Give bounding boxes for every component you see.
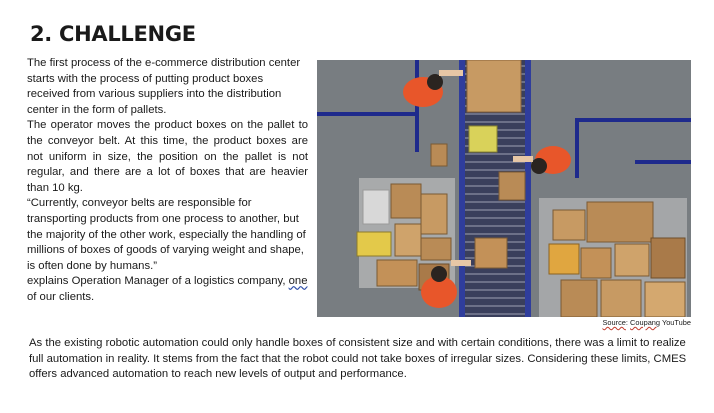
lane-marking — [575, 118, 691, 122]
attribution-underlined-word: one — [288, 275, 308, 288]
lane-marking — [635, 160, 691, 164]
pallet-box — [561, 280, 597, 317]
intro-paragraph-1: The first process of the e-commerce distribution center starts with the process of putting product boxes received from various suppliers into the distribution center in the form of pallets. — [27, 57, 301, 116]
pallet-box — [421, 194, 447, 234]
pallet-box — [601, 280, 641, 317]
lane-marking — [575, 118, 579, 178]
conveyor-box — [431, 144, 447, 166]
source-platform: YouTube — [660, 318, 691, 327]
pallet-box — [553, 210, 585, 240]
conveyor-box — [469, 126, 497, 152]
pallet-box — [395, 224, 421, 256]
attribution-end: of our clients. — [27, 290, 95, 303]
intro-attribution — [27, 274, 308, 305]
page-title: 2. CHALLENGE — [30, 22, 196, 46]
lane-marking — [317, 112, 415, 116]
conveyor-box — [467, 60, 521, 112]
attribution-start: explains Operation Manager of a logistics company, — [27, 275, 286, 288]
pallet-box — [357, 232, 391, 256]
source-company: Coupang — [630, 318, 661, 327]
source-label: Source — [602, 318, 626, 327]
pallet-box — [615, 244, 649, 276]
pallet-box — [377, 260, 417, 286]
pallet-box — [391, 184, 421, 218]
pallet-box — [421, 238, 451, 260]
conveyor-box — [475, 238, 507, 268]
source-separator: : — [625, 318, 631, 327]
pallet-box — [363, 190, 389, 224]
intro-paragraph-2: The operator moves the product boxes on the pallet to the conveyor belt. At this time, the product boxes are not uniform in size, the position on the pallet is not regular, and there are a lot of boxes that are heavier than 10 kg. — [27, 119, 308, 194]
pallet-box — [581, 248, 611, 278]
pallet-box — [587, 202, 653, 242]
image-source-caption — [603, 318, 692, 327]
warehouse-photo — [317, 60, 691, 317]
intro-text — [27, 56, 308, 306]
intro-quote: “Currently, conveyor belts are responsible for transporting products from one process to another, but the majority of the other work, especially the handling of millions of boxes of goods of varying weight and shape, is often done by humans.” — [27, 197, 306, 272]
bottom-paragraph: As the existing robotic automation could only handle boxes of consistent size and with certain conditions, there was a limit to realize full automation in reality. It stems from the fact that the robot could not take boxes of irregular sizes. Considering these limits, CMES offers advanced automation to reach new levels of output and performance. — [29, 337, 687, 381]
pallet-box — [651, 238, 685, 278]
pallet-box — [645, 282, 685, 317]
pallet-box — [549, 244, 579, 274]
conveyor-box — [499, 172, 525, 200]
